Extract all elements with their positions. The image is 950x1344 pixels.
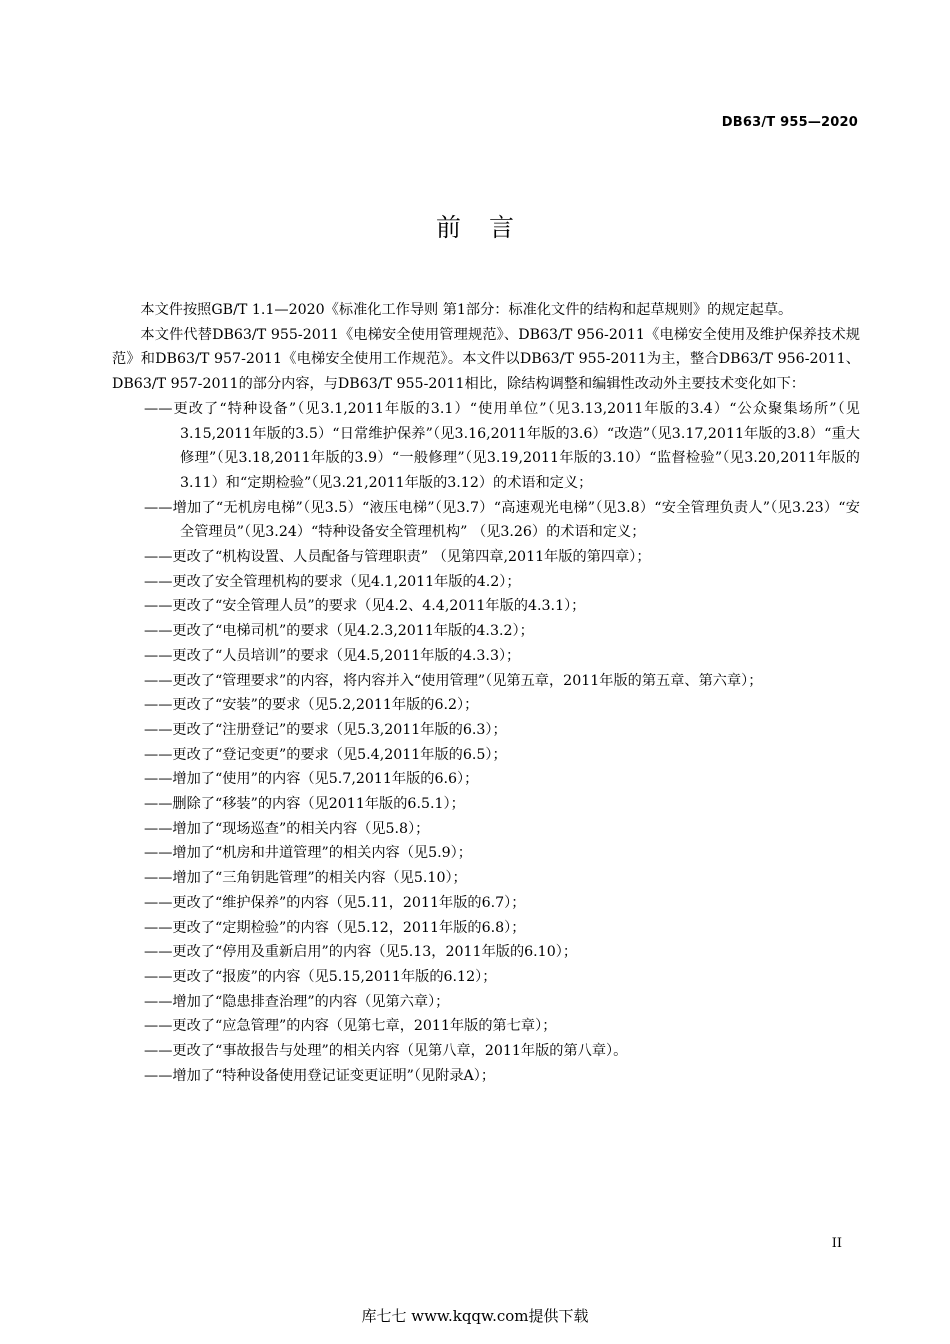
list-item: ——更改了“注册登记”的要求（见5.3,2011年版的6.3）； [144, 721, 507, 738]
list-item: ——增加了“隐患排查治理”的内容（见第六章）； [144, 993, 450, 1010]
paragraph-replacement: 本文件代替DB63/T 955-2011《电梯安全使用管理规范》、DB63/T 956-2011《电梯安全使用及维护保养技术规范》和DB63/T 957-2011《电梯安全使用工作规范》。本文件以DB63/T 955-2011为主，整合DB63/T 956-2011、DB63/T 957-2011的部分内容，与DB63/T 955-2011相比，除结构调整和编辑性改动外主要技术变化如下： [112, 326, 860, 393]
list-item: ——更改了“电梯司机”的要求（见4.2.3,2011年版的4.3.2）； [144, 623, 534, 640]
footer-download-note: 库七七 www.kqqw.com提供下载 [361, 1307, 589, 1325]
list-item: ——更改了“事故报告与处理”的相关内容（见第八章，2011年版的第八章）。 [144, 1043, 628, 1060]
list-item: ——更改了“管理要求”的内容，将内容并入“使用管理”（见第五章，2011年版的第五章、第六章）； [144, 672, 763, 689]
list-item: ——更改了“登记变更”的要求（见5.4,2011年版的6.5）； [144, 746, 507, 763]
list-item: ——更改了“停用及重新启用”的内容（见5.13，2011年版的6.10）； [144, 944, 578, 961]
list-item: ——更改了“安装”的要求（见5.2,2011年版的6.2）； [144, 697, 479, 714]
list-item: ——增加了“现场巡查”的相关内容（见5.8）； [144, 820, 430, 837]
list-item: ——增加了“特种设备使用登记证变更证明”（见附录A）； [144, 1067, 496, 1084]
list-item: ——更改了“应急管理”的内容（见第七章，2011年版的第七章）； [144, 1018, 557, 1035]
changes-list [112, 397, 860, 1089]
list-item: ——更改了“人员培训”的要求（见4.5,2011年版的4.3.3）； [144, 647, 521, 664]
list-item: ——增加了“三角钥匙管理”的相关内容（见5.10）； [144, 870, 467, 887]
list-item: ——增加了“使用”的内容（见5.7,2011年版的6.6）； [144, 771, 479, 788]
list-item: ——更改了“定期检验”的内容（见5.12，2011年版的6.8）； [144, 919, 526, 936]
standard-code: DB63/T 955—2020 [721, 115, 858, 130]
page-title: 前言 [435, 213, 542, 242]
paragraph-drafting-rules: 本文件按照GB/T 1.1—2020《标准化工作导则 第1部分：标准化文件的结构和起草规则》的规定起草。 [140, 302, 793, 318]
list-item: ——增加了“机房和井道管理”的相关内容（见5.9）； [144, 845, 472, 862]
list-item: ——更改了“报废”的内容（见5.15,2011年版的6.12）； [144, 968, 497, 985]
list-item: ——更改了“维护保养”的内容（见5.11，2011年版的6.7）； [144, 894, 526, 911]
list-item: ——更改了“特种设备”（见3.1,2011年版的3.1）“使用单位”（见3.13,2011年版的3.4）“公众聚集场所”（见3.15,2011年版的3.5）“日常维护保养”（见3.16,2011年版的3.6）“改造”（见3.17,2011年版的3.8）“重大修理”（见3.18,2011年版的3.9）“一般修理”（见3.19,2011年版的3.10）“监督检验”（见3.20,2011年版的3.11）和“定期检验”（见3.21,2011年版的3.12）的术语和定义； [144, 400, 860, 491]
preface-body [112, 298, 860, 1089]
list-item: ——更改了安全管理机构的要求（见4.1,2011年版的4.2）； [144, 573, 521, 590]
list-item: ——增加了“无机房电梯”（见3.5）“液压电梯”（见3.7）“高速观光电梯”（见3.8）“安全管理负责人”（见3.23）“安全管理员”（见3.24）“特种设备安全管理机构” （见3.26）的术语和定义； [144, 499, 860, 541]
list-item: ——删除了“移装”的内容（见2011年版的6.5.1）； [144, 796, 465, 813]
list-item: ——更改了“安全管理人员”的要求（见4.2、4.4,2011年版的4.3.1）； [144, 598, 586, 615]
list-item: ——更改了“机构设置、人员配备与管理职责” （见第四章,2011年版的第四章）； [144, 549, 651, 566]
page-number: II [831, 1236, 842, 1251]
